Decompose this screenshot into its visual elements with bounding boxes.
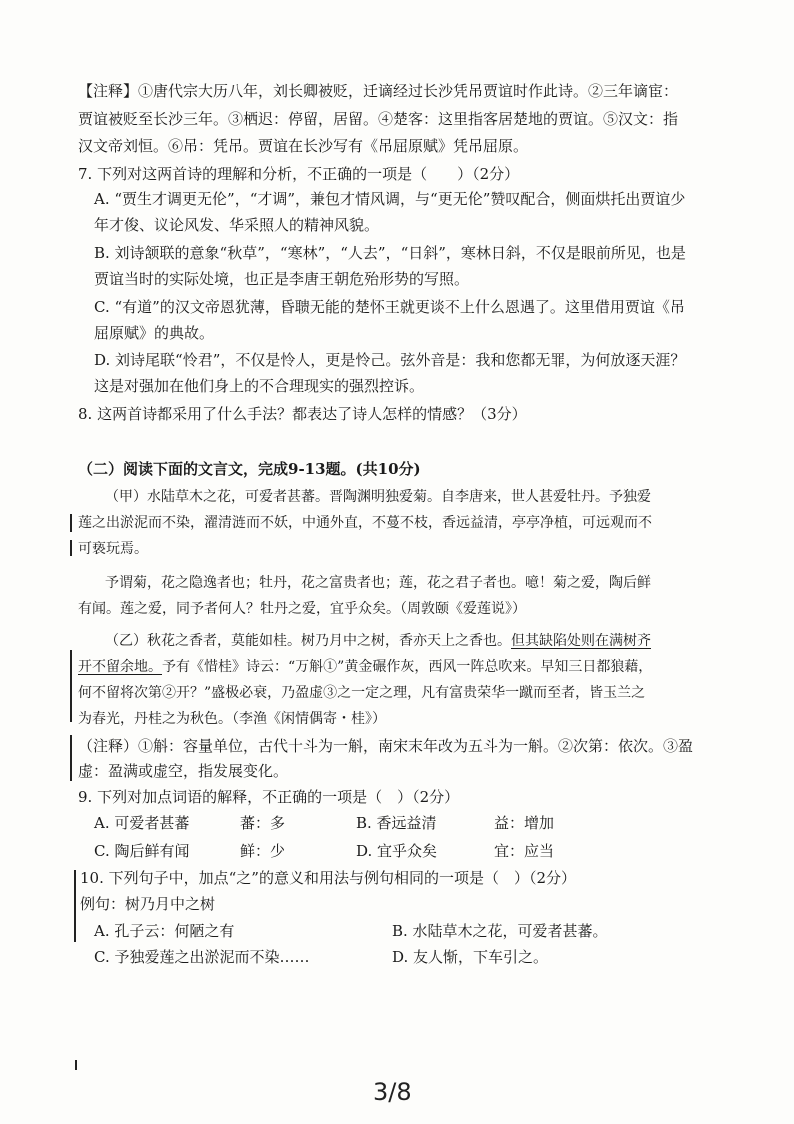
q10-option-a: A. 孔子云：何陋之有 [94, 922, 235, 940]
q9-option-c-gloss: 鲜：少 [240, 842, 286, 860]
q10-example: 例句：树乃月中之树 [80, 895, 216, 913]
passage-yi-line2-text: 予有《惜桂》诗云：“万斛①”黄金碾作灰，西风一阵总吹来。早知三日都狼藉， [162, 659, 653, 675]
section2-heading: （二）阅读下面的文言文，完成9-13题。(共10分) [78, 460, 421, 478]
q9-option-b-gloss: 益：增加 [494, 814, 555, 832]
passage-jia-line2: 莲之出淤泥而不染，濯清涟而不妖，中通外直，不蔓不枝，香远益清，亭亭净植，可远观而不 [78, 515, 652, 531]
q7-stem: 7. 下列对这两首诗的理解和分析，不正确的一项是（ ）（2分） [78, 165, 520, 183]
passage-yi-line1-text: （乙）秋花之香者，莫能如桂。树乃月中之树，香亦天上之香也。 [105, 633, 511, 649]
passage-jia-line3: 可亵玩焉。 [78, 541, 148, 557]
q9-option-a-gloss: 蕃：多 [240, 814, 286, 832]
passage-yi-line4: 为春光，丹桂之为秋色。（李渔《闲情偶寄・桂》） [78, 711, 386, 727]
passage-yi-line2 [78, 656, 652, 678]
margin-mark [74, 870, 76, 942]
page-number: 3/8 [373, 1078, 412, 1106]
passage-jia-line4: 予谓菊，花之隐逸者也；牡丹，花之富贵者也；莲，花之君子者也。噫！菊之爱，陶后鲜 [105, 575, 651, 591]
q10-stem: 10. 下列句子中，加点“之”的意义和用法与例句相同的一项是（ ）（2分） [80, 869, 577, 887]
q10-option-b: B. 水陆草木之花，可爱者甚蕃。 [392, 922, 608, 940]
q7-option-d-line2: 这是对强加在他们身上的不合理现实的强烈控诉。 [94, 377, 425, 395]
q9-option-c-text: C. 陶后鲜有闻 [94, 842, 190, 860]
passage-yi-underlined-b: 开不留余地。 [78, 659, 162, 675]
margin-mark [70, 540, 72, 556]
notes1-line3: 汉文帝刘恒。⑥吊：凭吊。贾谊在长沙写有《吊屈原赋》凭吊屈原。 [78, 137, 529, 155]
q7-option-b-line1: B. 刘诗颔联的意象“秋草”，“寒林”，“人去”，“日斜”，寒林日斜，不仅是眼前所见，也是 [94, 244, 686, 262]
passage-jia-line1: （甲）水陆草木之花，可爱者甚蕃。晋陶渊明独爱菊。自李唐来，世人甚爱牡丹。予独爱 [105, 489, 651, 505]
q9-option-d-gloss: 宜：应当 [494, 842, 555, 860]
q9-option-b-text: B. 香远益清 [356, 814, 437, 832]
margin-mark [70, 514, 72, 532]
margin-mark [70, 735, 72, 781]
q7-option-c-line2: 屈原赋》的典故。 [94, 324, 215, 342]
q9-stem: 9. 下列对加点词语的解释，不正确的一项是（ ）（2分） [78, 788, 460, 806]
q9-option-a-text: A. 可爱者甚蕃 [94, 814, 190, 832]
q7-option-a-line1: A. “贾生才调更无伦”，“才调”，兼包才情风调，与“更无伦”赞叹配合，侧面烘托出贾谊少 [94, 190, 686, 208]
passage-yi-line3: 何不留将次第②开？”盛极必衰，乃盈虚③之一定之理，凡有富贵荣华一蹴而至者，皆玉兰之 [78, 685, 646, 701]
passage-yi-underlined-a: 但其缺陷处则在满树齐 [511, 633, 651, 649]
passage-jia-line5: 有闻。莲之爱，同予者何人？牡丹之爱，宜乎众矣。（周敦颐《爱莲说》） [78, 601, 526, 617]
notes1-line1: 【注释】①唐代宗大历八年，刘长卿被贬，迁谪经过长沙凭吊贾谊时作此诗。②三年谪宦： [78, 82, 679, 100]
q10-option-d: D. 友人惭，下车引之。 [392, 948, 549, 966]
q10-option-c: C. 予独爱莲之出淤泥而不染…… [94, 948, 310, 966]
margin-mark [70, 650, 72, 722]
notes1-line2: 贾谊被贬至长沙三年。③栖迟：停留，居留。④楚客：这里指客居楚地的贾谊。⑤汉文：指 [78, 110, 679, 128]
q7-option-a-line2: 年才俊、议论风发、华采照人的精神风貌。 [94, 216, 380, 234]
q9-option-d-text: D. 宜乎众矣 [356, 842, 438, 860]
q7-option-d-line1: D. 刘诗尾联“怜君”，不仅是怜人，更是怜己。弦外音是：我和您都无罪，为何放逐天涯？ [94, 351, 686, 369]
q7-option-b-line2: 贾谊当时的实际处境，也正是李唐王朝危殆形势的写照。 [94, 270, 470, 288]
q7-option-c-line1: C. “有道”的汉文帝恩犹薄，昏聩无能的楚怀王就更谈不上什么恩遇了。这里借用贾谊《吊 [94, 298, 685, 316]
passage-yi-line1 [105, 630, 651, 652]
q8-stem: 8. 这两首诗都采用了什么手法？都表达了诗人怎样的情感？（3分） [78, 405, 527, 423]
notes2-line2: 虚：盈满或虚空，指发展变化。 [78, 762, 289, 780]
margin-mark [75, 1060, 77, 1070]
notes2-line1: （注释）①斛：容量单位，古代十斗为一斛，南宋末年改为五斗为一斛。②次第：依次。③盈 [78, 737, 694, 755]
